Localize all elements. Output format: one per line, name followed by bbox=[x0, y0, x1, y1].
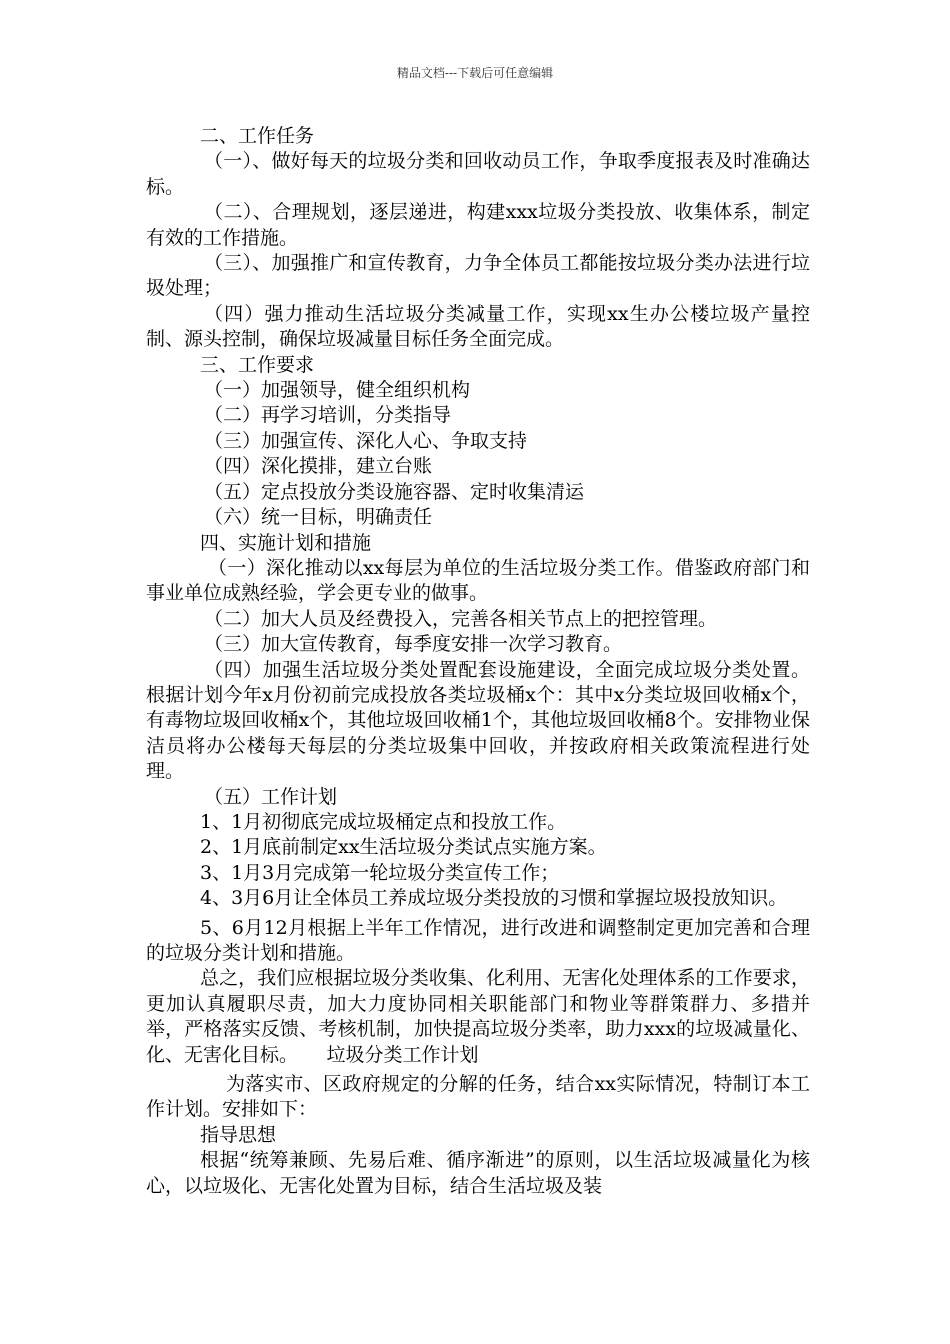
document-body bbox=[146, 124, 810, 1199]
plan-item: 1、1月初彻底完成垃圾桶定点和投放工作。 bbox=[200, 810, 567, 833]
list-item: （三）加强宣传、深化人心、争取支持 bbox=[204, 429, 528, 452]
section-heading: 三、工作要求 bbox=[200, 353, 315, 376]
paragraph: （三）、加强推广和宣传教育，力争全体员工都能按垃圾分类办法进行垃圾处理； bbox=[146, 252, 810, 300]
plan-item: 5、6月12月根据上半年工作情况，进行改进和调整制定更加完善和合理的垃圾分类计划和措施。 bbox=[146, 916, 810, 964]
paragraph: （一）深化推动以xx每层为单位的生活垃圾分类工作。借鉴政府部门和事业单位成熟经验，学会更专业的做事。 bbox=[146, 556, 810, 605]
section-heading: 二、工作任务 bbox=[200, 125, 315, 147]
section-heading: 指导思想 bbox=[200, 1123, 277, 1146]
list-item: （四）深化摸排，建立台账 bbox=[204, 455, 433, 478]
list-item: （五）定点投放分类设施容器、定时收集清运 bbox=[204, 480, 585, 503]
summary-paragraph: 总之，我们应根据垃圾分类收集、化利用、无害化处理体系的工作要求，更加认真履职尽责，加大力度协同相关职能部门和物业等群策群力、多措并举，严格落实反馈、考核机制，加快提高垃圾分类率，助力xxx的垃圾减量化、化、无害化目标。 垃圾分类工作计划 bbox=[146, 967, 810, 1066]
plan-item: 4、3月6月让全体员工养成垃圾分类投放的习惯和掌握垃圾投放知识。 bbox=[200, 887, 788, 910]
page-header: 精品文档---下载后可任意编辑 bbox=[396, 66, 554, 80]
plan-item: 2、1月底前制定xx生活垃圾分类试点实施方案。 bbox=[200, 836, 607, 859]
paragraph: （三）加大宣传教育，每季度安排一次学习教育。 bbox=[204, 633, 623, 656]
list-item: （二）再学习培训，分类指导 bbox=[204, 404, 452, 427]
paragraph: （四）加强生活垃圾分类处置配套设施建设，全面完成垃圾分类处置。根据计划今年x月份初前完成投放各类垃圾桶x个：其中x分类垃圾回收桶x个，有毒物垃圾回收桶x个，其他垃圾回收桶1个，其他垃圾回收桶8个。安排物业保洁员将办公楼每天每层的分类垃圾集中回收，并按政府相关政策流程进行处理。 bbox=[146, 658, 810, 783]
subsection-heading: （五）工作计划 bbox=[204, 785, 338, 808]
paragraph: （二）、合理规划，逐层递进，构建xxx垃圾分类投放、收集体系，制定有效的工作措施。 bbox=[146, 201, 810, 249]
paragraph: （一）、做好每天的垃圾分类和回收动员工作，争取季度报表及时准确达标。 bbox=[146, 150, 810, 198]
paragraph: 根据“统筹兼顾、先易后难、循序渐进”的原则，以生活垃圾减量化为核心，以垃圾化、无害化处置为目标，结合生活垃圾及装 bbox=[146, 1149, 810, 1197]
plan-item: 3、1月3月完成第一轮垃圾分类宣传工作； bbox=[200, 861, 560, 884]
paragraph: （二）加大人员及经费投入，完善各相关节点上的把控管理。 bbox=[204, 607, 718, 630]
list-item: （一）加强领导，健全组织机构 bbox=[204, 379, 471, 402]
paragraph: （四）强力推动生活垃圾分类减量工作，实现xx生办公楼垃圾产量控制、源头控制，确保垃圾减量目标任务全面完成。 bbox=[146, 302, 810, 351]
section-heading: 四、实施计划和措施 bbox=[200, 531, 372, 554]
paragraph: 为落实市、区政府规定的分解的任务，结合xx实际情况，特制订本工作计划。安排如下： bbox=[146, 1073, 810, 1121]
list-item: （六）统一目标，明确责任 bbox=[204, 506, 433, 529]
